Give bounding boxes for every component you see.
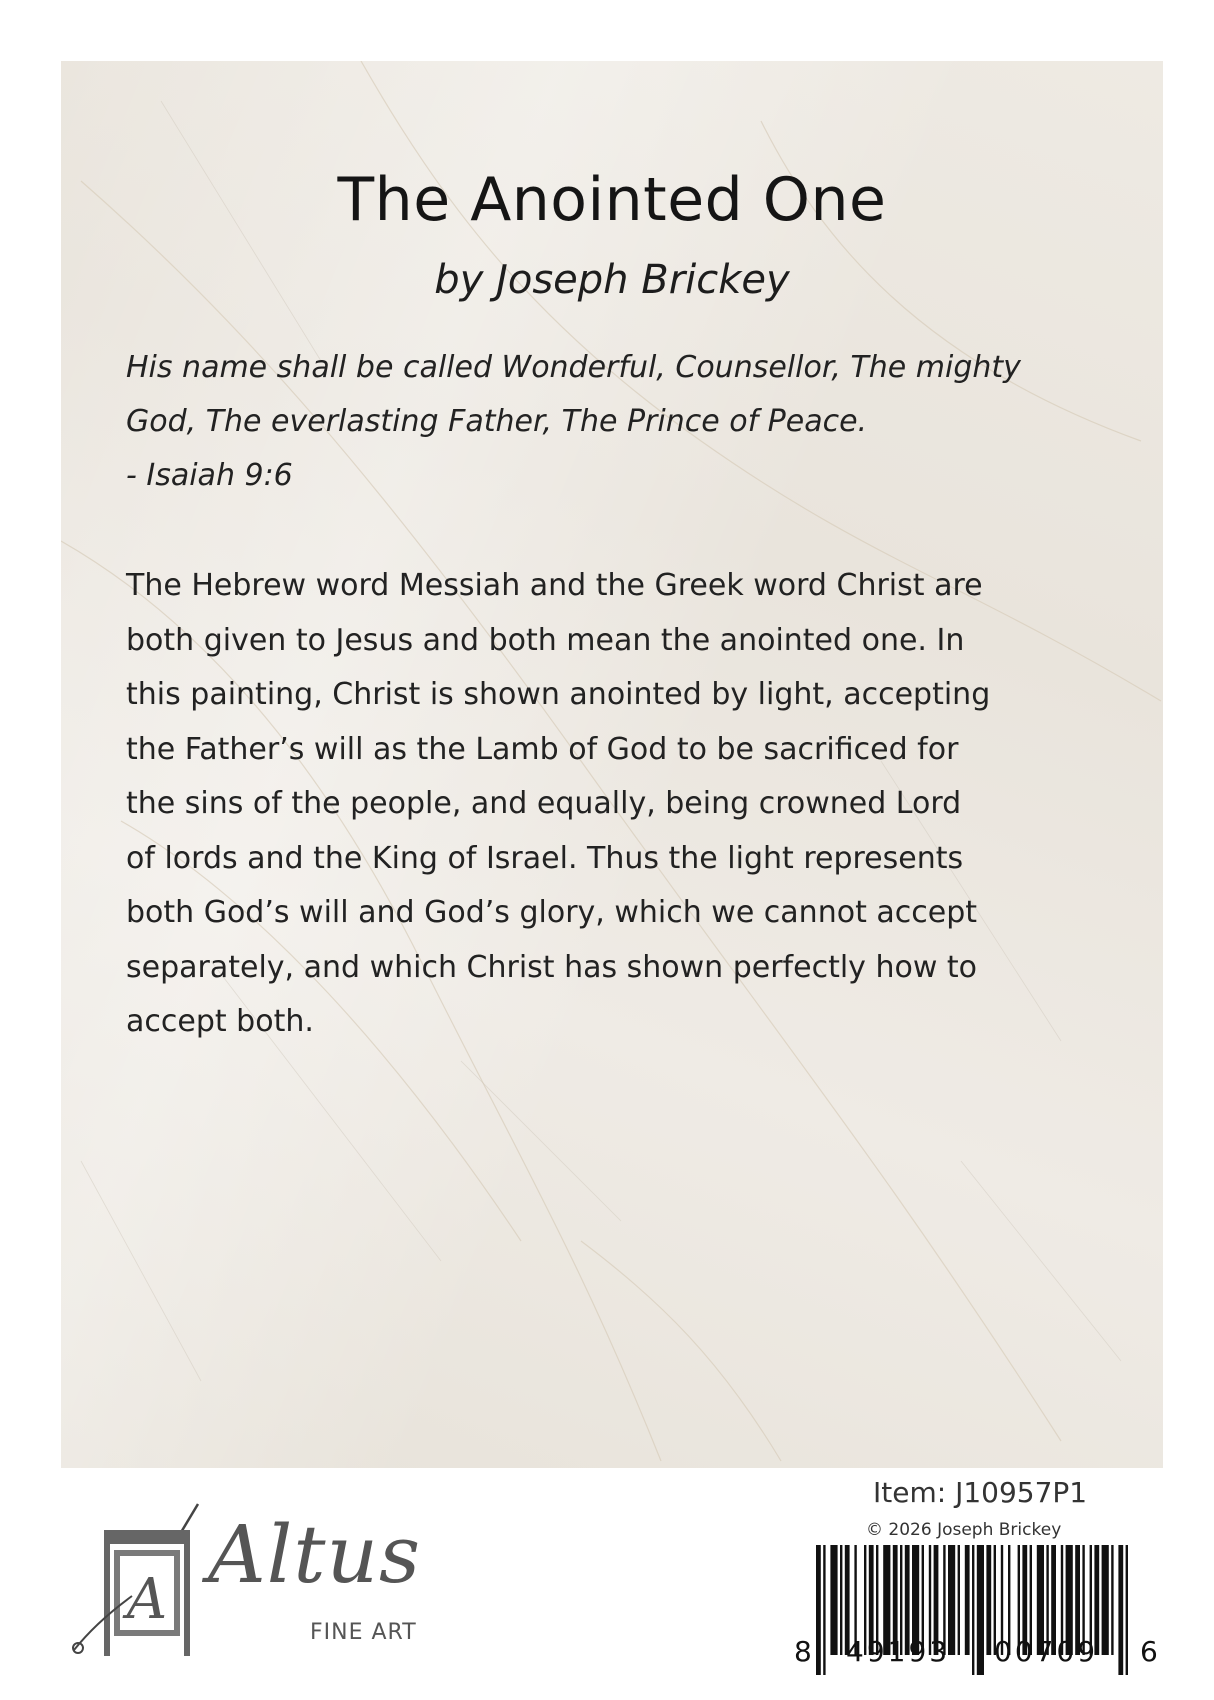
barcode-bar bbox=[830, 1545, 837, 1655]
barcode-bar bbox=[986, 1545, 991, 1655]
svg-text:A: A bbox=[126, 1567, 168, 1632]
barcode-bar bbox=[972, 1545, 974, 1675]
barcode-bar bbox=[977, 1545, 984, 1675]
description-line: of lords and the King of Israel. Thus the light represents bbox=[126, 840, 964, 876]
barcode-bar bbox=[965, 1545, 970, 1655]
barcode-bar bbox=[840, 1545, 842, 1655]
scripture-quote bbox=[126, 341, 1126, 503]
barcode-digit-check: 6 bbox=[1140, 1635, 1158, 1668]
barcode-bar bbox=[1111, 1545, 1113, 1655]
description-line: The Hebrew word Messiah and the Greek word Christ are bbox=[126, 568, 983, 603]
barcode-graphic bbox=[788, 1545, 1168, 1685]
barcode-digit-group-left: 49193 bbox=[846, 1635, 951, 1668]
quote-line: His name shall be called Wonderful, Counsellor, The mighty bbox=[126, 350, 1021, 385]
copyright-notice: © 2026 Joseph Brickey bbox=[866, 1520, 1062, 1540]
barcode-bar bbox=[1126, 1545, 1128, 1675]
barcode-bar bbox=[1118, 1545, 1123, 1675]
barcode-digit-group-right: 00709 bbox=[994, 1635, 1099, 1668]
description-line: the sins of the people, and equally, being crowned Lord bbox=[126, 786, 962, 821]
quote-line: God, The everlasting Father, The Prince of Peace. bbox=[126, 404, 868, 439]
barcode-digit-lead: 8 bbox=[794, 1635, 812, 1668]
logo-subtitle: FINE ART bbox=[310, 1620, 417, 1645]
description-line: this painting, Christ is shown anointed by light, accepting bbox=[126, 677, 991, 712]
barcode-bar bbox=[816, 1545, 821, 1675]
description-line: both God’s will and God’s glory, which we cannot accept bbox=[126, 895, 978, 930]
barcode-bar bbox=[1102, 1545, 1109, 1655]
altus-fine-art-logo bbox=[70, 1500, 440, 1660]
item-number: Item: J10957P1 bbox=[873, 1476, 1088, 1509]
barcode-bar bbox=[823, 1545, 825, 1675]
description-line: accept both. bbox=[126, 1004, 314, 1039]
document-title: The Anointed One bbox=[337, 165, 887, 235]
easel-logo-icon bbox=[70, 1500, 210, 1660]
quote-citation: - Isaiah 9:6 bbox=[126, 458, 293, 493]
description-paragraph bbox=[126, 559, 1126, 1050]
description-line: both given to Jesus and both mean the anointed one. In bbox=[126, 622, 965, 658]
description-line: separately, and which Christ has shown perfectly how to bbox=[126, 949, 978, 985]
description-line: the Father’s will as the Lamb of God to be sacrificed for bbox=[126, 731, 959, 767]
logo-wordmark: Altus bbox=[208, 1508, 422, 1601]
artist-byline: by Joseph Brickey bbox=[434, 257, 790, 303]
barcode-bar bbox=[958, 1545, 960, 1655]
marble-background-panel bbox=[61, 61, 1163, 1468]
